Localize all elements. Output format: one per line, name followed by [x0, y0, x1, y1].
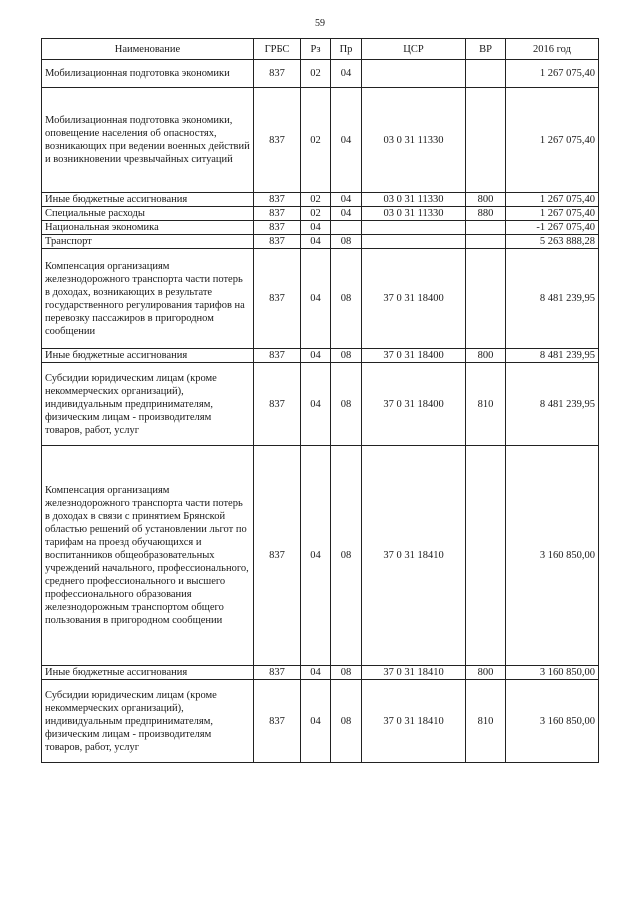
table-row — [42, 666, 599, 680]
table-row — [42, 349, 599, 363]
table-header-row — [42, 39, 599, 60]
table-row — [42, 446, 599, 666]
row-csr: 03 0 31 11330 — [362, 207, 466, 221]
row-name: Иные бюджетные ассигнования — [42, 666, 254, 680]
row-pr: 08 — [331, 349, 362, 363]
row-name: Компенсация организациям железнодорожного транспорта части потерь в доходах, возникающих в результате государственного регулирования тарифов на перевозку пассажиров в пригородном сообщении — [42, 249, 254, 349]
row-rz: 04 — [301, 666, 331, 680]
row-amount: 8 481 239,95 — [506, 363, 599, 446]
row-grbs: 837 — [254, 193, 301, 207]
row-csr: 37 0 31 18400 — [362, 349, 466, 363]
row-name: Компенсация организациям железнодорожного транспорта части потерь в доходах в связи с принятием Брянской областью решений об установлении льгот по тарифам на проезд обучающихся и воспитанников общеобразовательных учреждений начального, профессионального, среднего профессионального и высшего профессионального образования железнодорожным транспортом общего пользования в пригородном сообщении — [42, 446, 254, 666]
row-grbs: 837 — [254, 680, 301, 763]
table-row — [42, 88, 599, 193]
row-vr — [466, 249, 506, 349]
row-vr: 880 — [466, 207, 506, 221]
row-grbs: 837 — [254, 88, 301, 193]
row-rz: 02 — [301, 193, 331, 207]
table-row — [42, 221, 599, 235]
table-row — [42, 193, 599, 207]
row-rz: 04 — [301, 363, 331, 446]
row-name: Транспорт — [42, 235, 254, 249]
table-row — [42, 363, 599, 446]
row-rz: 02 — [301, 88, 331, 193]
row-amount: 1 267 075,40 — [506, 88, 599, 193]
row-vr: 800 — [466, 193, 506, 207]
row-grbs: 837 — [254, 249, 301, 349]
column-header-rz: Рз — [301, 39, 331, 60]
row-vr: 800 — [466, 666, 506, 680]
table-row — [42, 249, 599, 349]
row-amount: 8 481 239,95 — [506, 249, 599, 349]
row-rz: 04 — [301, 221, 331, 235]
column-header-csr: ЦСР — [362, 39, 466, 60]
page-number: 59 — [315, 18, 325, 29]
row-rz: 04 — [301, 235, 331, 249]
row-amount: 3 160 850,00 — [506, 666, 599, 680]
row-name: Иные бюджетные ассигнования — [42, 193, 254, 207]
row-csr: 37 0 31 18410 — [362, 666, 466, 680]
row-vr — [466, 60, 506, 88]
row-amount: 5 263 888,28 — [506, 235, 599, 249]
row-pr: 08 — [331, 666, 362, 680]
row-pr: 04 — [331, 193, 362, 207]
row-grbs: 837 — [254, 363, 301, 446]
row-amount: 1 267 075,40 — [506, 207, 599, 221]
row-csr: 03 0 31 11330 — [362, 88, 466, 193]
row-pr: 04 — [331, 207, 362, 221]
budget-table — [41, 38, 599, 763]
table-row — [42, 207, 599, 221]
row-vr: 810 — [466, 363, 506, 446]
row-vr: 810 — [466, 680, 506, 763]
row-grbs: 837 — [254, 60, 301, 88]
row-amount: 1 267 075,40 — [506, 60, 599, 88]
row-vr — [466, 88, 506, 193]
row-csr: 37 0 31 18410 — [362, 680, 466, 763]
row-name: Субсидии юридическим лицам (кроме некоммерческих организаций), индивидуальным предпринимателям, физическим лицам - производителям товаров, работ, услуг — [42, 363, 254, 446]
row-csr: 37 0 31 18400 — [362, 249, 466, 349]
row-rz: 04 — [301, 249, 331, 349]
row-pr: 08 — [331, 363, 362, 446]
row-rz: 04 — [301, 680, 331, 763]
row-amount: 3 160 850,00 — [506, 680, 599, 763]
row-name: Специальные расходы — [42, 207, 254, 221]
row-rz: 04 — [301, 349, 331, 363]
row-csr: 03 0 31 11330 — [362, 193, 466, 207]
row-pr: 04 — [331, 60, 362, 88]
table-row — [42, 680, 599, 763]
row-csr: 37 0 31 18400 — [362, 363, 466, 446]
row-vr: 800 — [466, 349, 506, 363]
row-rz: 04 — [301, 446, 331, 666]
row-amount: -1 267 075,40 — [506, 221, 599, 235]
row-amount: 1 267 075,40 — [506, 193, 599, 207]
row-amount: 8 481 239,95 — [506, 349, 599, 363]
row-grbs: 837 — [254, 207, 301, 221]
row-grbs: 837 — [254, 349, 301, 363]
row-grbs: 837 — [254, 235, 301, 249]
row-pr — [331, 221, 362, 235]
row-csr: 37 0 31 18410 — [362, 446, 466, 666]
row-csr — [362, 235, 466, 249]
row-grbs: 837 — [254, 446, 301, 666]
row-amount: 3 160 850,00 — [506, 446, 599, 666]
row-name: Национальная экономика — [42, 221, 254, 235]
row-grbs: 837 — [254, 666, 301, 680]
row-vr — [466, 446, 506, 666]
table-row — [42, 60, 599, 88]
column-header-name: Наименование — [42, 39, 254, 60]
row-name: Мобилизационная подготовка экономики — [42, 60, 254, 88]
row-pr: 08 — [331, 680, 362, 763]
column-header-year: 2016 год — [506, 39, 599, 60]
row-pr: 08 — [331, 235, 362, 249]
row-rz: 02 — [301, 207, 331, 221]
row-name: Иные бюджетные ассигнования — [42, 349, 254, 363]
row-name: Субсидии юридическим лицам (кроме некоммерческих организаций), индивидуальным предпринимателям, физическим лицам - производителям товаров, работ, услуг — [42, 680, 254, 763]
row-vr — [466, 235, 506, 249]
row-name: Мобилизационная подготовка экономики, оповещение населения об опасностях, возникающих при ведении военных действий и возникновении чрезвычайных ситуаций — [42, 88, 254, 193]
row-grbs: 837 — [254, 221, 301, 235]
column-header-vr: ВР — [466, 39, 506, 60]
row-rz: 02 — [301, 60, 331, 88]
row-csr — [362, 60, 466, 88]
column-header-pr: Пр — [331, 39, 362, 60]
row-pr: 08 — [331, 249, 362, 349]
table-row — [42, 235, 599, 249]
row-vr — [466, 221, 506, 235]
row-pr: 08 — [331, 446, 362, 666]
row-pr: 04 — [331, 88, 362, 193]
row-csr — [362, 221, 466, 235]
column-header-grbs: ГРБС — [254, 39, 301, 60]
